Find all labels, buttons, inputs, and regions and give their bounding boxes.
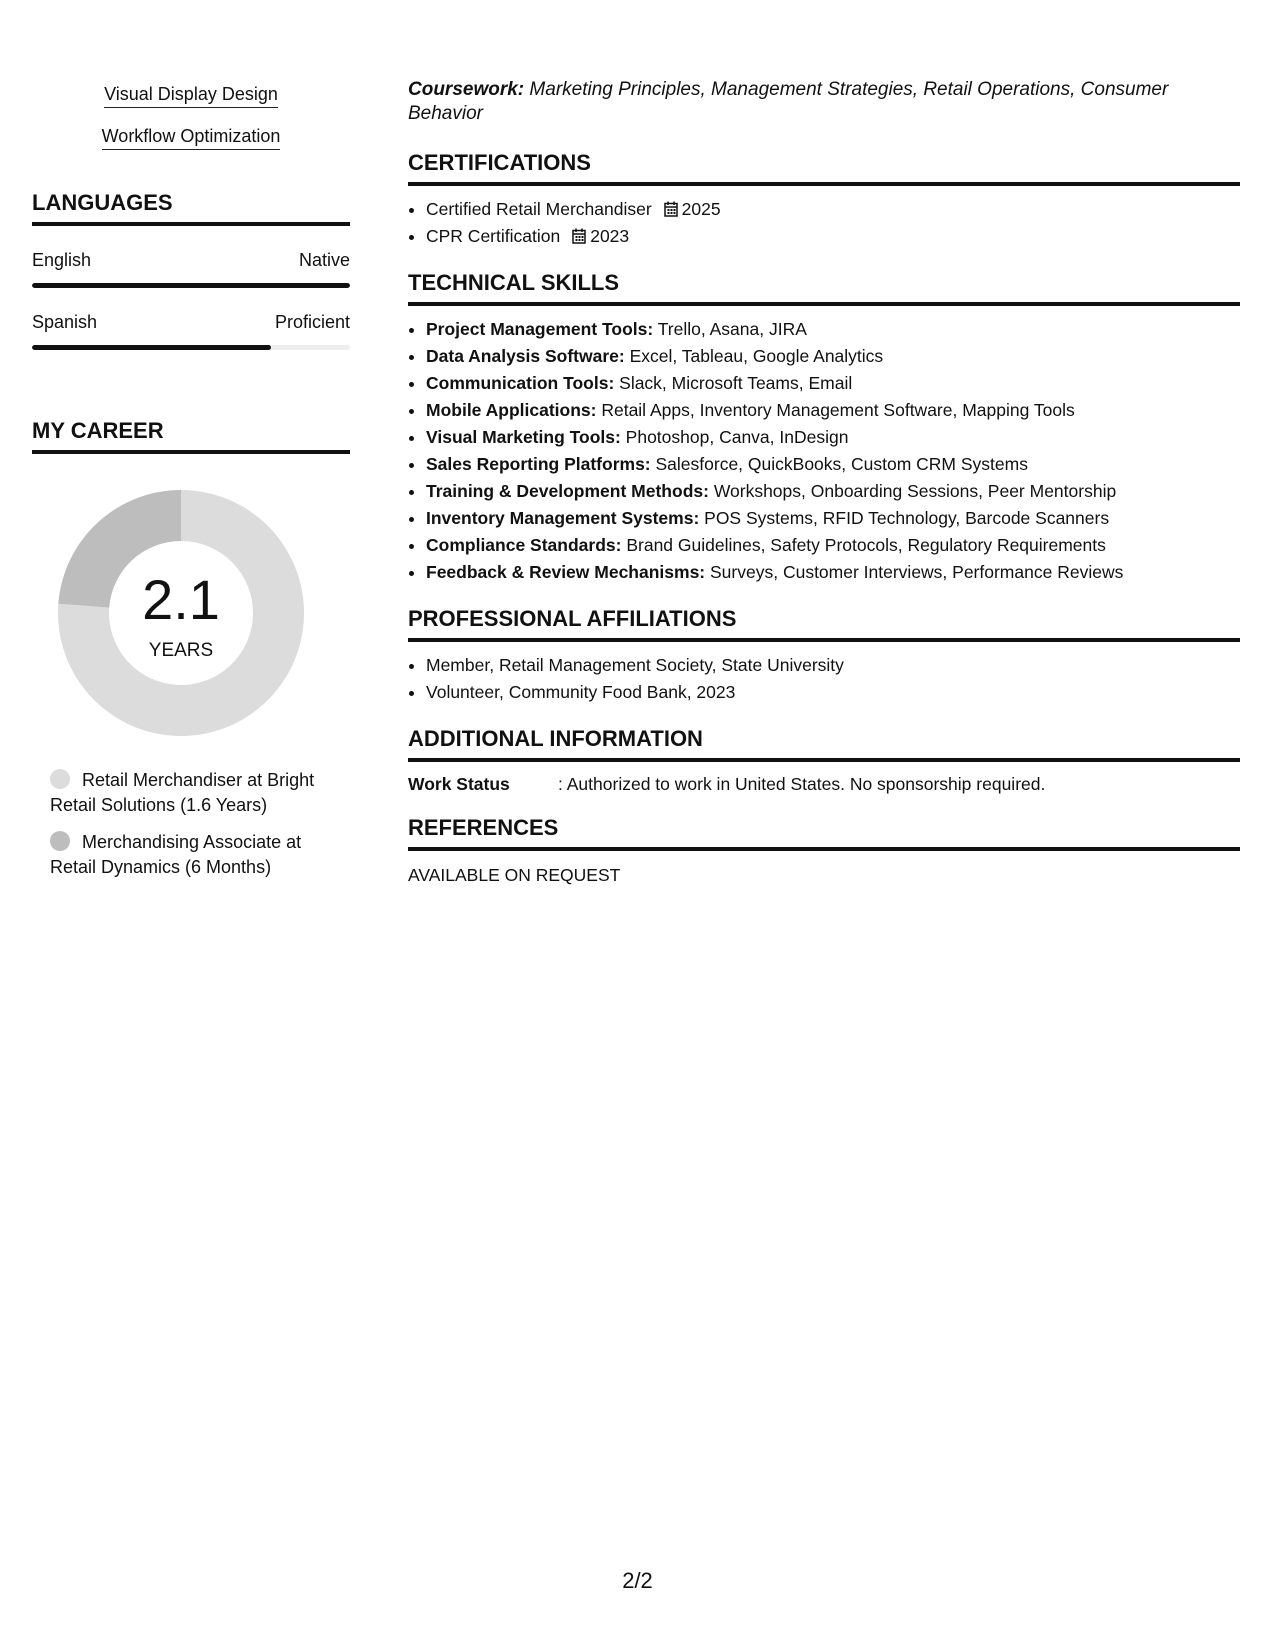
technical-skill-item — [426, 343, 1240, 370]
coursework — [408, 78, 1240, 126]
technical-skill-label: Project Management Tools: — [426, 319, 654, 339]
technical-skill-item — [426, 478, 1240, 505]
legend-dot-icon — [50, 831, 70, 851]
technical-skills-list — [408, 316, 1240, 586]
technical-skill-value: Salesforce, QuickBooks, Custom CRM Systems — [650, 454, 1028, 474]
technical-skill-item — [426, 370, 1240, 397]
technical-skill-value: Slack, Microsoft Teams, Email — [614, 373, 853, 393]
references-title: REFERENCES — [408, 815, 1240, 851]
certifications-title: CERTIFICATIONS — [408, 150, 1240, 186]
career-total-years: 2.1 — [142, 568, 220, 631]
technical-skill-label: Compliance Standards: — [426, 535, 622, 555]
technical-skill-label: Inventory Management Systems: — [426, 508, 700, 528]
technical-skill-label: Training & Development Methods: — [426, 481, 709, 501]
languages-list — [32, 250, 350, 350]
technical-skill-label: Mobile Applications: — [426, 400, 597, 420]
career-legend-label: Retail Merchandiser at Bright Retail Solutions (1.6 Years) — [50, 770, 315, 815]
career-legend-item — [50, 768, 350, 818]
language-level: Native — [298, 250, 350, 270]
technical-skill-item — [426, 505, 1240, 532]
certification-year: 2025 — [681, 199, 721, 219]
certification-year: 2023 — [590, 226, 630, 246]
language-proficiency-bar — [32, 345, 350, 350]
language-proficiency-fill — [32, 283, 350, 288]
technical-skill-value: Surveys, Customer Interviews, Performance Reviews — [705, 562, 1124, 582]
work-status-row — [408, 774, 1240, 795]
technical-skill-item — [426, 559, 1240, 586]
affiliations-title: PROFESSIONAL AFFILIATIONS — [408, 606, 1240, 642]
calendar-icon — [572, 228, 586, 244]
languages-title: LANGUAGES — [32, 190, 350, 226]
language-name: Spanish — [32, 312, 98, 332]
certification-name: CPR Certification — [426, 226, 561, 246]
certification-name: Certified Retail Merchandiser — [426, 199, 652, 219]
references-text: AVAILABLE ON REQUEST — [408, 865, 621, 885]
language-proficiency-bar — [32, 283, 350, 288]
certifications-list — [408, 196, 1240, 250]
language-level: Proficient — [274, 312, 350, 332]
language-row — [32, 250, 350, 271]
technical-skill-label: Visual Marketing Tools: — [426, 427, 621, 447]
technical-skill-item — [426, 451, 1240, 478]
technical-skill-item — [426, 397, 1240, 424]
work-status-value: : Authorized to work in United States. No sponsorship required. — [558, 774, 1046, 794]
career-legend-item — [50, 830, 350, 880]
career-donut-chart — [56, 488, 306, 738]
technical-skill-value: Trello, Asana, JIRA — [653, 319, 807, 339]
technical-skill-item — [426, 316, 1240, 343]
technical-skill-value: Workshops, Onboarding Sessions, Peer Mentorship — [708, 481, 1117, 501]
language-name: English — [32, 250, 92, 270]
technical-skill-label: Communication Tools: — [426, 373, 615, 393]
technical-skill-item — [426, 532, 1240, 559]
coursework-label: Coursework: — [408, 79, 525, 100]
technical-skill-value: Retail Apps, Inventory Management Software, Mapping Tools — [596, 400, 1075, 420]
career-legend — [50, 768, 350, 880]
technical-skill-value: Excel, Tableau, Google Analytics — [624, 346, 884, 366]
page-number: 2/2 — [622, 1568, 653, 1593]
technical-skill-value: POS Systems, RFID Technology, Barcode Scanners — [699, 508, 1110, 528]
technical-skill-item — [426, 424, 1240, 451]
affiliations-list — [408, 652, 1240, 706]
technical-skill-value: Photoshop, Canva, InDesign — [620, 427, 849, 447]
technical-skill-value: Brand Guidelines, Safety Protocols, Regulatory Requirements — [621, 535, 1106, 555]
calendar-icon — [664, 201, 678, 217]
affiliation-item: • Member, Retail Management Society, State University — [426, 652, 1240, 679]
language-row — [32, 312, 350, 333]
technical-skill-label: Data Analysis Software: — [426, 346, 625, 366]
affiliation-item: • Volunteer, Community Food Bank, 2023 — [426, 679, 1240, 706]
career-legend-label: Merchandising Associate at Retail Dynamics (6 Months) — [50, 832, 302, 877]
certification-item — [426, 223, 1240, 250]
technical-skills-title: TECHNICAL SKILLS — [408, 270, 1240, 306]
technical-skill-label: Feedback & Review Mechanisms: — [426, 562, 706, 582]
skill-tag: Workflow Optimization — [32, 126, 350, 150]
technical-skill-label: Sales Reporting Platforms: — [426, 454, 651, 474]
additional-info-title: ADDITIONAL INFORMATION — [408, 726, 1240, 762]
language-proficiency-fill — [32, 345, 271, 350]
right-column — [408, 78, 1240, 886]
career-total-unit: YEARS — [148, 640, 214, 661]
skill-tag: Visual Display Design — [32, 84, 350, 108]
legend-dot-icon — [50, 769, 70, 789]
coursework-text: Marketing Principles, Management Strategies, Retail Operations, Consumer Behavior — [408, 79, 1169, 124]
left-column — [32, 84, 350, 892]
work-status-label: Work Status — [408, 774, 510, 794]
certification-item — [426, 196, 1240, 223]
career-title: MY CAREER — [32, 418, 350, 454]
